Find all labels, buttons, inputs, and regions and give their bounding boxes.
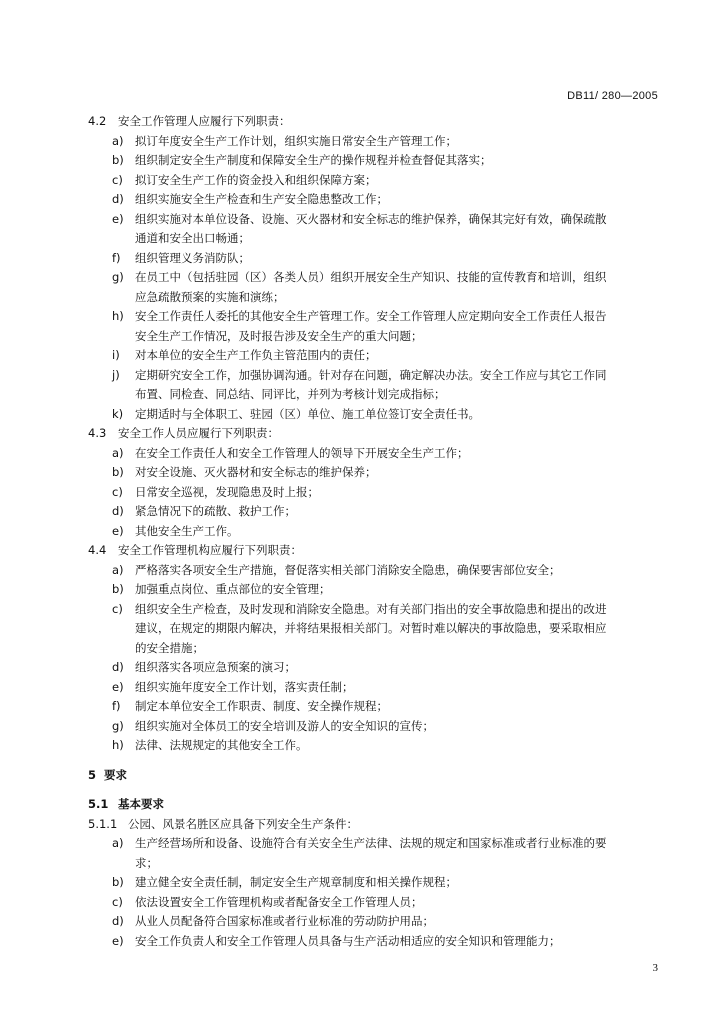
list-item-label: d) (112, 504, 124, 518)
clause-text: 安全工作管理人应履行下列职责： (118, 114, 291, 128)
list-item-continuation (0, 854, 724, 874)
list-item (0, 210, 724, 230)
list-item-text: 在员工中（包括驻园（区）各类人员）组织开展安全生产知识、技能的宣传教育和培训，组织 (135, 270, 607, 284)
clause-text: 基本要求 (118, 797, 164, 811)
list-item-label: d) (112, 192, 124, 206)
list-item-text: 在安全工作责任人和安全工作管理人的领导下开展安全生产工作； (135, 445, 469, 460)
list-item-label: e) (112, 679, 124, 694)
list-item-label: i) (112, 348, 120, 362)
list-item-text: 加强重点岗位、重点部位的安全管理； (135, 582, 331, 596)
clause-number: 4.4 (88, 543, 107, 557)
list-item-label: k) (112, 406, 124, 421)
continuation-text: 布置、同检查、同总结、同评比，并列为考核计划完成指标； (135, 387, 446, 401)
section-gap (0, 756, 724, 766)
list-item-text: 定期研究安全工作，加强协调沟通。针对存在问题，确定解决办法。安全工作应与其它工作同 (135, 367, 607, 382)
list-item (0, 561, 724, 581)
clause-number: 5.1 (88, 797, 109, 811)
list-item (0, 444, 724, 464)
clause-text: 要求 (104, 767, 127, 782)
list-item (0, 307, 724, 327)
list-item-text: 生产经营场所和设备、设施符合有关安全生产法律、法规的规定和国家标准或者行业标准的要 (135, 836, 607, 850)
list-item-label: c) (112, 172, 123, 187)
list-item (0, 893, 724, 913)
clause-number: 4.3 (88, 426, 107, 440)
list-item-text: 安全工作负责人和安全工作管理人员具备与生产活动相适应的安全知识和管理能力； (135, 933, 561, 948)
list-item (0, 600, 724, 620)
list-item-label: e) (112, 933, 124, 948)
clause-heading (0, 815, 724, 835)
list-item-label: b) (112, 153, 124, 167)
list-item-text: 其他安全生产工作。 (135, 523, 239, 538)
list-item-text: 建立健全安全责任制，制定安全生产规章制度和相关操作规程； (135, 875, 457, 889)
list-item-text: 对安全设施、灭火器材和安全标志的维护保养； (135, 465, 377, 479)
list-item-text: 组织实施对本单位设备、设施、灭火器材和安全标志的维护保养，确保其完好有效，确保疏散 (135, 211, 607, 226)
list-item (0, 522, 724, 542)
list-item (0, 483, 724, 503)
list-item-continuation (0, 327, 724, 347)
clause-heading (0, 424, 724, 444)
list-item-label: e) (112, 211, 124, 226)
continuation-text: 通道和安全出口畅通； (135, 231, 250, 245)
list-item-continuation (0, 229, 724, 249)
continuation-text: 求； (135, 855, 158, 870)
list-item-label: f) (112, 250, 121, 265)
list-item (0, 346, 724, 366)
clause-text: 安全工作管理机构应履行下列职责： (118, 543, 302, 557)
list-item-text: 拟订年度安全生产工作计划，组织实施日常安全生产管理工作； (135, 133, 457, 148)
section-gap (0, 785, 724, 795)
list-item-label: b) (112, 875, 124, 889)
list-item-text: 严格落实各项安全生产措施，督促落实相关部门消除安全隐患，确保要害部位安全； (135, 562, 561, 577)
list-item (0, 658, 724, 678)
list-item (0, 463, 724, 483)
continuation-text: 建议，在规定的期限内解决，并将结果报相关部门。对暂时难以解决的事故隐患，要采取相应 (135, 621, 607, 635)
list-item-continuation (0, 619, 724, 639)
list-item (0, 697, 724, 717)
list-item-text: 组织实施年度安全工作计划，落实责任制； (135, 679, 354, 694)
list-item (0, 249, 724, 269)
list-item-text: 组织管理义务消防队； (135, 250, 250, 265)
list-item-label: d) (112, 914, 124, 928)
list-item-continuation (0, 639, 724, 659)
document-body (0, 112, 724, 951)
list-item (0, 736, 724, 756)
list-item-label: e) (112, 523, 124, 538)
list-item-text: 拟订安全生产工作的资金投入和组织保障方案； (135, 172, 377, 187)
list-item-label: d) (112, 660, 124, 674)
list-item (0, 190, 724, 210)
list-item (0, 873, 724, 893)
list-item-text: 依法设置安全工作管理机构或者配备安全工作管理人员； (135, 894, 423, 909)
list-item-label: b) (112, 465, 124, 479)
list-item (0, 580, 724, 600)
list-item-text: 组织落实各项应急预案的演习； (135, 660, 296, 674)
list-item (0, 151, 724, 171)
clause-text: 安全工作人员应履行下列职责： (118, 426, 279, 440)
list-item-label: c) (112, 894, 123, 909)
list-item-text: 组织实施安全生产检查和生产安全隐患整改工作； (135, 192, 388, 206)
list-item-label: c) (112, 601, 123, 616)
list-item-continuation (0, 385, 724, 405)
list-item-label: g) (112, 718, 124, 733)
chapter-heading (0, 766, 724, 786)
list-item (0, 171, 724, 191)
list-item (0, 834, 724, 854)
list-item-text: 制定本单位安全工作职责、制度、安全操作规程； (135, 699, 388, 713)
list-item-text: 安全工作责任人委托的其他安全生产管理工作。安全工作管理人应定期向安全工作责任人报告 (135, 309, 607, 323)
list-item (0, 502, 724, 522)
clause-text: 公园、风景名胜区应具备下列安全生产条件： (128, 816, 358, 831)
list-item-text: 组织制定安全生产制度和保障安全生产的操作规程并检查督促其落实； (135, 153, 492, 167)
list-item-text: 法律、法规规定的其他安全工作。 (135, 738, 308, 752)
continuation-text: 的安全措施； (135, 640, 204, 655)
list-item-label: c) (112, 484, 123, 499)
list-item (0, 678, 724, 698)
list-item-label: a) (112, 836, 124, 850)
clause-number: 4.2 (88, 114, 107, 128)
list-item (0, 366, 724, 386)
continuation-text: 安全生产工作情况，及时报告涉及安全生产的重大问题； (135, 328, 423, 343)
list-item-text: 日常安全巡视，发现隐患及时上报； (135, 484, 319, 499)
clause-heading (0, 112, 724, 132)
list-item (0, 932, 724, 952)
page-number: 3 (652, 962, 658, 974)
list-item-label: h) (112, 738, 124, 752)
list-item-label: a) (112, 562, 124, 577)
list-item-label: a) (112, 133, 124, 148)
list-item-text: 组织安全生产检查，及时发现和消除安全隐患。对有关部门指出的安全事故隐患和提出的改进 (135, 601, 607, 616)
list-item-label: j) (112, 367, 120, 382)
list-item (0, 132, 724, 152)
list-item (0, 717, 724, 737)
list-item-text: 对本单位的安全生产工作负主管范围内的责任； (135, 348, 377, 362)
list-item-text: 从业人员配备符合国家标准或者行业标准的劳动防护用品； (135, 914, 434, 928)
list-item-label: f) (112, 699, 121, 713)
clause-heading (0, 541, 724, 561)
list-item (0, 912, 724, 932)
clause-number: 5.1.1 (88, 816, 118, 831)
list-item-text: 紧急情况下的疏散、救护工作； (135, 504, 296, 518)
list-item-continuation (0, 288, 724, 308)
list-item (0, 268, 724, 288)
list-item-label: g) (112, 270, 124, 284)
continuation-text: 应急疏散预案的实施和演练； (135, 289, 285, 304)
list-item-text: 定期适时与全体职工、驻园（区）单位、施工单位签订安全责任书。 (135, 406, 480, 421)
list-item (0, 405, 724, 425)
list-item-label: h) (112, 309, 124, 323)
clause-number: 5 (88, 767, 97, 782)
chapter-heading (0, 795, 724, 815)
document-number: DB11/ 280—2005 (567, 90, 658, 102)
list-item-text: 组织实施对全体员工的安全培训及游人的安全知识的宣传； (135, 718, 434, 733)
list-item-label: a) (112, 445, 124, 460)
list-item-label: b) (112, 582, 124, 596)
